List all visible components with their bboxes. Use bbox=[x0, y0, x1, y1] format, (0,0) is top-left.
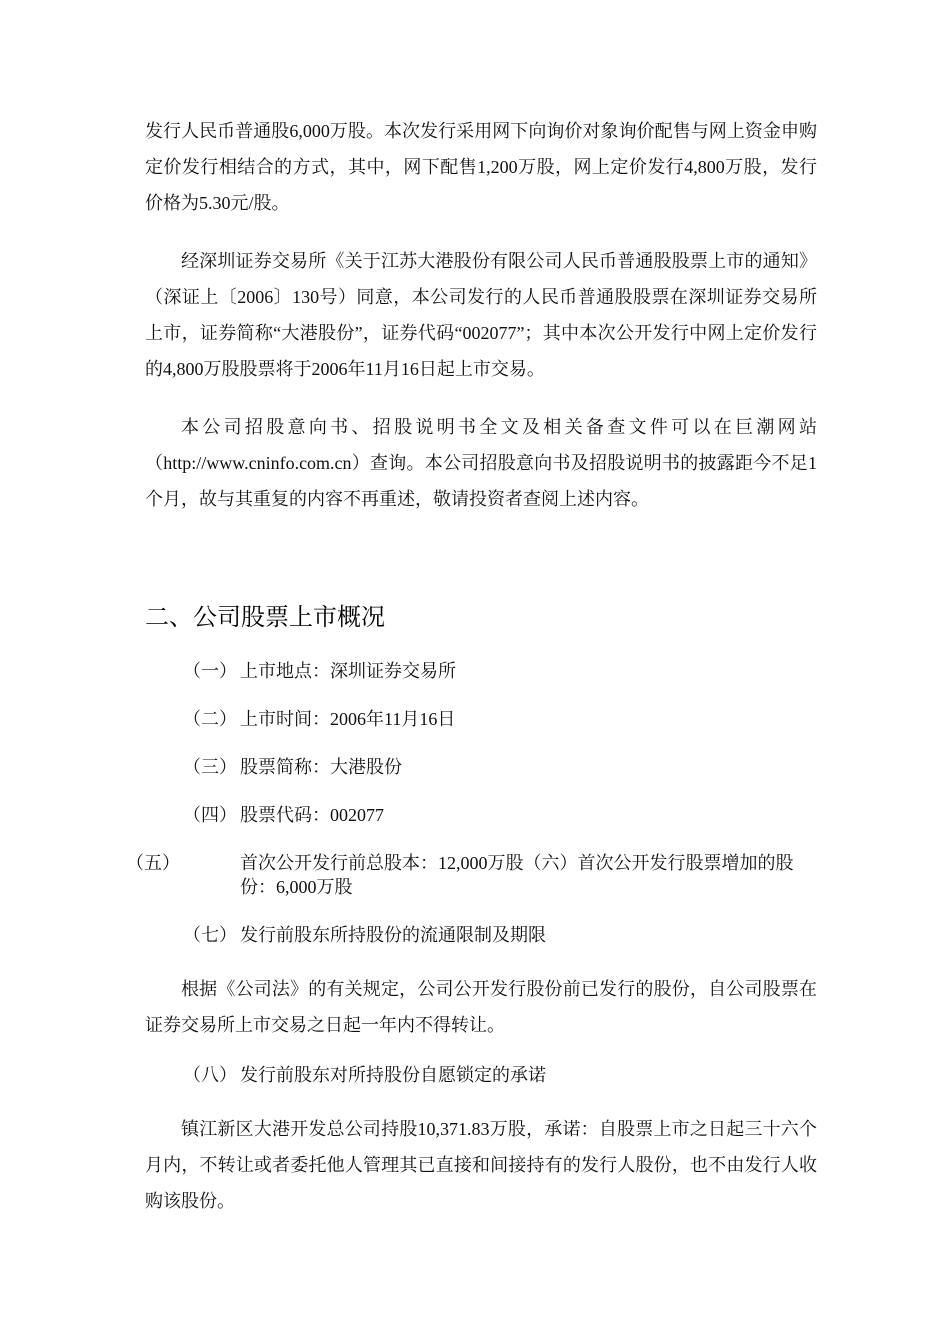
list-item-number: （八） bbox=[183, 1065, 237, 1085]
list-item-text: 发行前股东所持股份的流通限制及期限 bbox=[240, 925, 546, 945]
list-item-text: 上市地点：深圳证券交易所 bbox=[240, 661, 456, 681]
list-item-number: （五） bbox=[126, 853, 180, 873]
paragraph-company-law: 根据《公司法》的有关规定，公司公开发行股份前已发行的股份，自公司股票在证券交易所上市交易之日起一年内不得转让。 bbox=[145, 979, 817, 1035]
list-item-number: （一） bbox=[183, 661, 237, 681]
list-item-short-name bbox=[145, 755, 817, 779]
document-page bbox=[126, 113, 817, 1219]
paragraph-lockup-detail: 镇江新区大港开发总公司持股10,371.83万股，承诺：自股票上市之日起三十六个月内，不转让或者委托他人管理其已直接和间接持有的发行人股份，也不由发行人收购该股份。 bbox=[145, 1119, 817, 1211]
paragraph-issuance: 发行人民币普通股6,000万股。本次发行采用网下向询价对象询价配售与网上资金申购定价发行相结合的方式，其中，网下配售1,200万股，网上定价发行4,800万股，发行价格为5.30元/股。 bbox=[145, 121, 817, 213]
list-item-date bbox=[145, 707, 817, 731]
list-item-number: （四） bbox=[183, 805, 237, 825]
list-item-number: （三） bbox=[183, 757, 237, 777]
listing-overview-list bbox=[126, 659, 817, 947]
list-item-text: 股票简称：大港股份 bbox=[240, 757, 402, 777]
paragraph-listing-approval: 经深圳证券交易所《关于江苏大港股份有限公司人民币普通股股票上市的通知》（深证上〔2006〕130号）同意，本公司发行的人民币普通股股票在深圳证券交易所上市，证券简称“大港股份”，证券代码“002077”；其中本次公开发行中网上定价发行的4,800万股股票将于2006年11月16日起上市交易。 bbox=[145, 251, 817, 379]
paragraph-prospectus-reference: 本公司招股意向书、招股说明书全文及相关备查文件可以在巨潮网站（http://www.cninfo.com.cn）查询。本公司招股意向书及招股说明书的披露距今不足1个月，故与其重复的内容不再重述，敬请投资者查阅上述内容。 bbox=[145, 417, 817, 509]
section-heading: 二、公司股票上市概况 bbox=[145, 603, 385, 631]
list-item-text: 股票代码：002077 bbox=[240, 805, 384, 825]
list-item-text: 发行前股东对所持股份自愿锁定的承诺 bbox=[240, 1065, 546, 1085]
list-item-text: 首次公开发行前总股本：12,000万股（六）首次公开发行股票增加的股份：6,000万股 bbox=[240, 853, 794, 897]
list-item-text: 上市时间：2006年11月16日 bbox=[240, 709, 456, 729]
list-item-share-capital bbox=[126, 851, 817, 899]
list-item-lockup-commitment bbox=[145, 1063, 817, 1087]
list-item-transfer-restriction bbox=[145, 923, 817, 947]
list-item-code bbox=[145, 803, 817, 827]
list-item-number: （二） bbox=[183, 709, 237, 729]
list-item-number: （七） bbox=[183, 925, 237, 945]
list-item-location bbox=[145, 659, 817, 683]
